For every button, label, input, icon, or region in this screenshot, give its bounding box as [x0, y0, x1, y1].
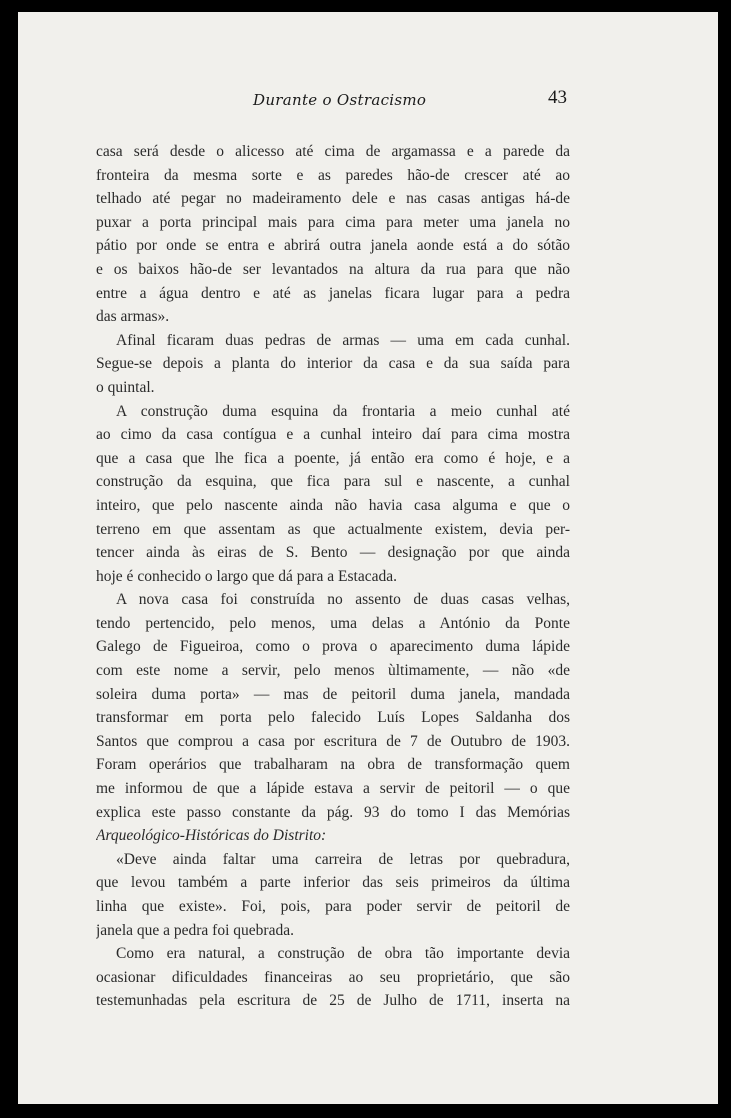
body-text — [96, 140, 570, 1013]
text-line: pátio por onde se entra e abrirá outra janela aonde está a do sótão — [96, 237, 570, 255]
text-line: Como era natural, a construção de obra tão importante devia — [116, 945, 570, 963]
page-number: 43 — [548, 87, 567, 108]
text-line: soleira duma porta» — mas de peitoril duma janela, mandada — [96, 685, 570, 703]
text-line: das armas». — [96, 308, 170, 326]
text-line: inteiro, que pelo nascente ainda não havia casa alguma e que o — [96, 496, 570, 514]
text-line: Afinal ficaram duas pedras de armas — uma em cada cunhal. — [116, 331, 570, 349]
text-line: tendo pertencido, pelo menos, uma delas a António da Ponte — [96, 614, 570, 632]
text-line: Galego de Figueiroa, como o prova o aparecimento duma lápide — [96, 638, 570, 656]
text-line: casa será desde o alicesso até cima de argamassa e a parede da — [96, 143, 570, 160]
text-line: o quintal. — [96, 378, 155, 396]
text-line: Segue-se depois a planta do interior da casa e da sua saída para — [96, 355, 570, 373]
text-line: ocasionar dificuldades financeiras ao seu proprietário, que são — [96, 968, 570, 986]
running-head — [18, 87, 718, 117]
book-page — [18, 12, 718, 1104]
text-line: me informou de que a lápide estava a servir de peitoril — o que — [96, 780, 570, 798]
text-line: testemunhadas pela escritura de 25 de Julho de 1711, inserta na — [96, 992, 570, 1010]
text-line: transformar em porta pelo falecido Luís Lopes Saldanha dos — [96, 709, 570, 727]
text-line: puxar a porta principal mais para cima para meter uma janela no — [96, 213, 570, 231]
text-line: entre a água dentro e até as janelas ficara lugar para a pedra — [96, 284, 570, 302]
text-line: A nova casa foi construída no assento de duas casas velhas, — [116, 591, 570, 609]
text-line: construção da esquina, que fica para sul e nascente, a cunhal — [96, 473, 570, 491]
text-line: que a casa que lhe fica a poente, já então era como é hoje, e a — [96, 449, 570, 467]
text-line: com este nome a servir, pelo menos ùltimamente, — não «de — [96, 662, 570, 680]
text-line: tencer ainda às eiras de S. Bento — designação por que ainda — [96, 544, 570, 562]
text-line: e os baixos hão-de ser levantados na altura da rua para que não — [96, 260, 570, 278]
text-line: fronteira da mesma sorte e as paredes hão-de crescer até ao — [96, 166, 570, 184]
running-head-title: Durante o Ostracismo — [253, 91, 427, 109]
text-line: terreno em que assentam as que actualmente existem, devia per- — [96, 520, 570, 538]
text-line: Foram operários que trabalharam na obra de transformação quem — [96, 756, 570, 774]
text-line: explica este passo constante da pág. 93 do tomo I das Memórias — [96, 803, 570, 821]
text-line: A construção duma esquina da frontaria a meio cunhal até — [116, 402, 570, 420]
text-line: janela que a pedra foi quebrada. — [96, 921, 294, 939]
text-line: linha que existe». Foi, pois, para poder servir de peitoril de — [96, 898, 570, 915]
text-line: ao cimo da casa contígua e a cunhal inteiro daí para cima mostra — [96, 426, 570, 444]
text-line: telhado até pegar no madeiramento dele e nas casas antigas há-de — [96, 190, 570, 208]
text-line: Arqueológico-Históricas do Distrito: — [96, 827, 327, 845]
text-line: «Deve ainda faltar uma carreira de letras por quebradura, — [116, 850, 570, 868]
text-line: Santos que comprou a casa por escritura de 7 de Outubro de 1903. — [96, 732, 570, 750]
text-line: que levou também a parte inferior das seis primeiros da última — [96, 874, 570, 892]
text-line: hoje é conhecido o largo que dá para a Estacada. — [96, 567, 397, 585]
